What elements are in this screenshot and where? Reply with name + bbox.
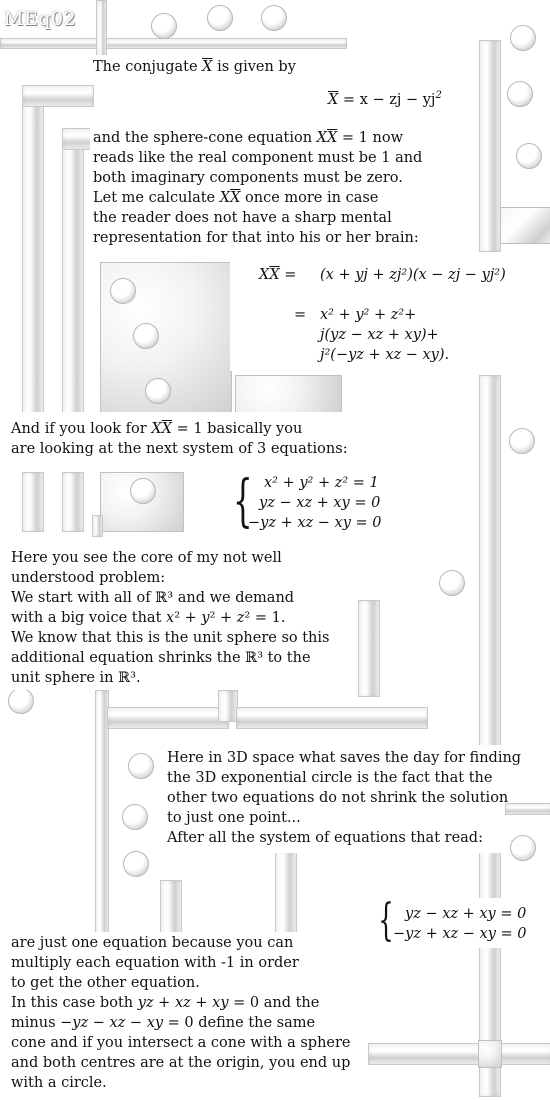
equation-conjugate: [328, 90, 442, 110]
text-line: multiply each equation with -1 in order: [11, 955, 299, 971]
decor-ball: [516, 143, 542, 169]
decor-ball: [509, 428, 535, 454]
decor-bar: [62, 472, 84, 532]
text-line: to just one point...: [167, 810, 301, 826]
eq-line: j(yz − xz + xy)+: [320, 327, 439, 343]
text-line: additional equation shrinks the ℝ³ to the: [11, 650, 311, 666]
decor-bar: [22, 85, 94, 107]
decor-bar: [368, 1043, 550, 1065]
sys-line: yz − xz + xy = 0: [405, 906, 527, 922]
decor-ball: [151, 13, 177, 39]
decor-tile: [478, 1040, 502, 1068]
text-line: Here in 3D space what saves the day for finding: [167, 750, 522, 766]
decor-bar: [107, 707, 229, 729]
text-line: with a circle.: [11, 1075, 107, 1091]
sys-line: yz − xz + xy = 0: [259, 495, 381, 511]
decor-tile: [500, 207, 550, 244]
decor-bar: [275, 850, 297, 937]
text-line: We know that this is the unit sphere so this: [11, 630, 330, 646]
decor-ball: [133, 323, 159, 349]
decor-bar: [505, 803, 550, 815]
text-line: are just one equation because you can: [11, 935, 294, 951]
decor-bar: [62, 128, 84, 420]
text-line: Here you see the core of my not well: [11, 550, 282, 566]
decor-tile: [235, 375, 342, 417]
decor-bar: [479, 40, 501, 252]
text-line: to get the other equation.: [11, 975, 200, 991]
decor-ball: [261, 5, 287, 31]
text-line: are looking at the next system of 3 equations:: [11, 441, 348, 457]
eq-line: j²(−yz + xz − xy).: [320, 347, 450, 363]
eq-line: x² + y² + z²+: [320, 307, 417, 323]
math-x-bar: $\overline{X}$: [202, 59, 213, 75]
text-line: with a big voice that x² + y² + z² = 1.: [11, 610, 286, 626]
decor-ball: [110, 278, 136, 304]
decor-ball: [123, 851, 149, 877]
text-line: unit sphere in ℝ³.: [11, 670, 141, 686]
decor-bar: [358, 600, 380, 697]
decor-bar: [160, 880, 182, 937]
text-line: minus −yz − xz − xy = 0 define the same: [11, 1015, 316, 1031]
text-line: We start with all of ℝ³ and we demand: [11, 590, 295, 606]
eq-lhs: $X\overline{X}$ =: [259, 267, 297, 283]
text-line: the 3D exponential circle is the fact that the: [167, 770, 493, 786]
decor-bar: [236, 707, 428, 729]
decor-bar: [479, 375, 501, 1097]
text-line: the reader does not have a sharp mental: [93, 210, 392, 226]
decor-bar: [92, 515, 103, 537]
text-line: And if you look for $X\overline{X} = 1$ basically you: [11, 421, 303, 437]
decor-ball: [510, 25, 536, 51]
decor-ball: [8, 688, 34, 714]
decor-ball: [122, 804, 148, 830]
text-line: cone and if you intersect a cone with a sphere: [11, 1035, 351, 1051]
text-line: and both centres are at the origin, you end up: [11, 1055, 351, 1071]
brace-icon: {: [378, 895, 394, 946]
decor-ball: [130, 478, 156, 504]
decor-bar: [96, 0, 107, 57]
decor-bar: [22, 472, 44, 532]
decor-bar: [218, 690, 238, 722]
decor-ball: [510, 835, 536, 861]
text-line: representation for that into his or her brain:: [93, 230, 419, 246]
decor-bar: [0, 38, 347, 49]
text-line: After all the system of equations that read:: [167, 830, 483, 846]
decor-ball: [507, 81, 533, 107]
paragraph-conjugate: The conjugate $\overline{X}$ is given by: [93, 59, 296, 75]
decor-bar: [22, 85, 44, 422]
eq-rhs: = x − zj − yj: [338, 92, 436, 108]
text-line: and the sphere-cone equation $X\overline{X} = 1$ now: [93, 130, 403, 146]
decor-ball: [439, 570, 465, 596]
sys-line: −yz + xz − xy = 0: [248, 515, 382, 531]
eq-lhs: $\overline{X}$: [328, 92, 339, 108]
eq-exponent: 2: [435, 90, 442, 102]
decor-ball: [207, 5, 233, 31]
text-line: both imaginary components must be zero.: [93, 170, 403, 186]
sys-line: −yz + xz − xy = 0: [393, 926, 527, 942]
sys-line: x² + y² + z² = 1: [264, 475, 379, 491]
text-line: other two equations do not shrink the solution: [167, 790, 509, 806]
text-line: understood problem:: [11, 570, 166, 586]
eq-equals: =: [294, 307, 307, 323]
eq-line: (x + yj + zj²)(x − zj − yj²): [320, 267, 506, 283]
decor-ball: [145, 378, 171, 404]
brace-icon: {: [233, 469, 253, 534]
logo: MEq02: [4, 8, 77, 30]
text-line: reads like the real component must be 1 and: [93, 150, 423, 166]
text-line: Let me calculate $X\overline{X}$ once more in case: [93, 190, 379, 206]
decor-ball: [128, 753, 154, 779]
text-line: In this case both yz + xz + xy = 0 and the: [11, 995, 320, 1011]
